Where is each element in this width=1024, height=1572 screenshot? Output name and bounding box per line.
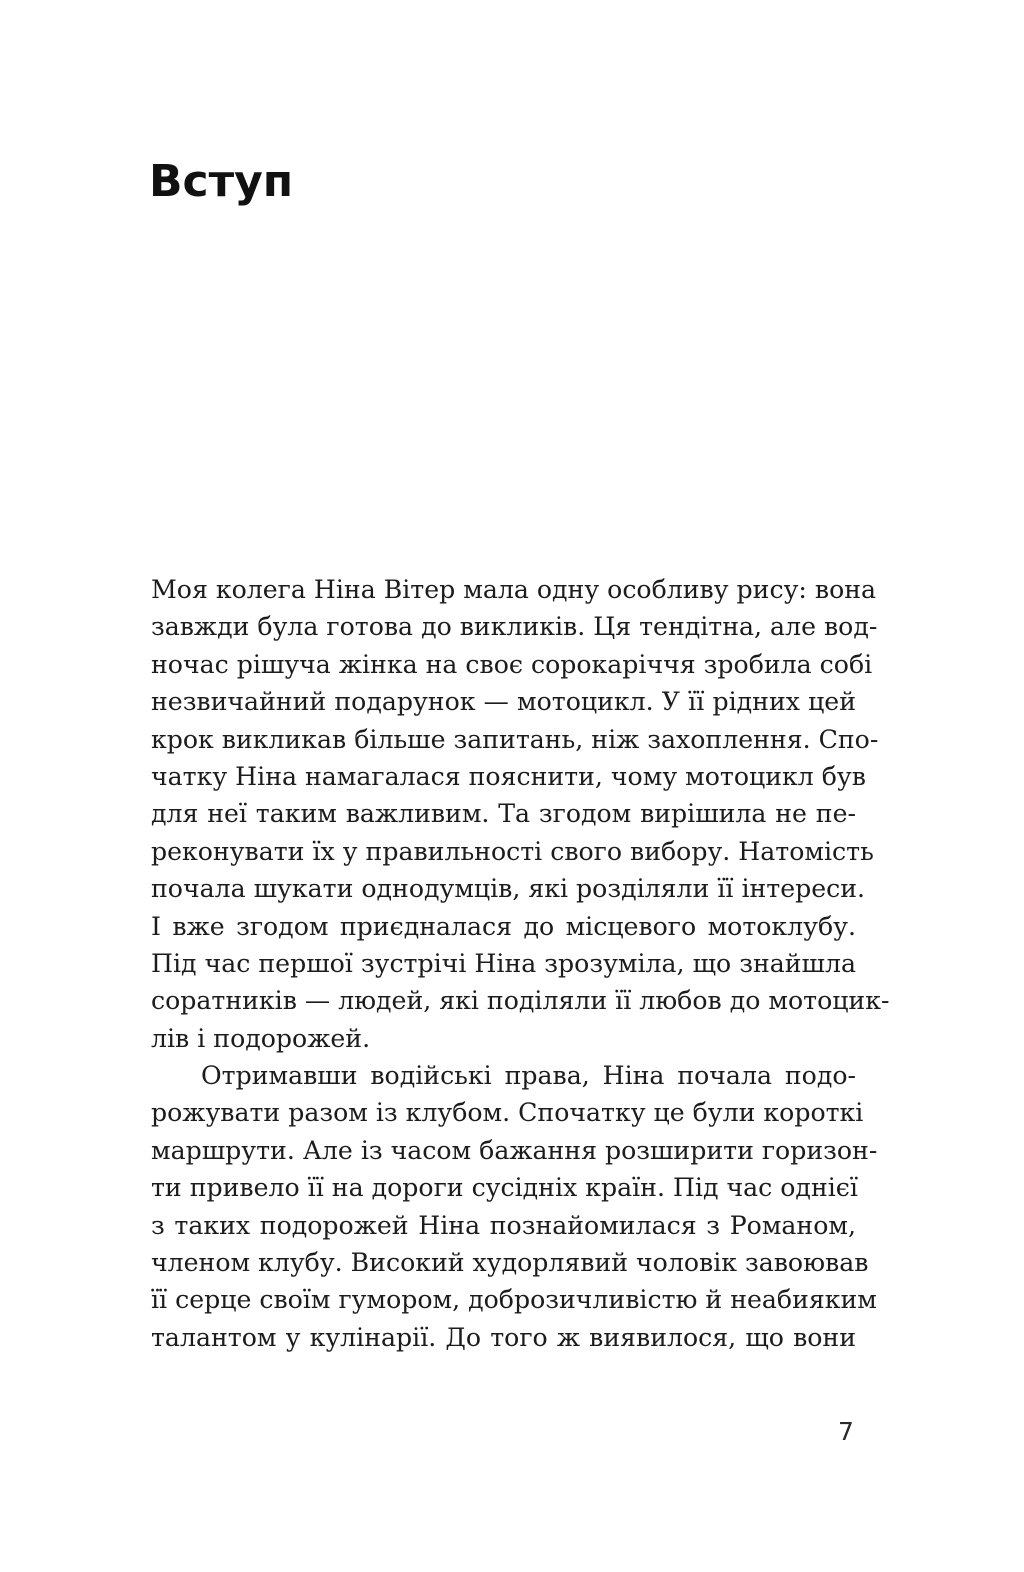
text-line: рожувати разом із клубом. Спочатку це були короткі (151, 1098, 864, 1128)
text-line: з таких подорожей Ніна познайомилася з Романом, (151, 1210, 856, 1240)
text-line: маршрути. Але із часом бажання розширити горизон- (151, 1135, 878, 1165)
text-line: лів і подорожей. (151, 1023, 371, 1053)
text-line: реконувати їх у правильності свого вибору. Натомість (151, 836, 874, 866)
paragraph (151, 571, 890, 1057)
paragraph (151, 1057, 878, 1356)
text-line: крок викликав більше запитань, ніж захоплення. Спо- (151, 724, 879, 754)
text-line: її серце своїм гумором, доброзичливістю й неабияким (151, 1285, 877, 1315)
text-line: членом клубу. Високий худорлявий чоловік завоював (151, 1248, 869, 1278)
text-line: для неї таким важливим. Та згодом вирішила не пе- (151, 799, 856, 829)
text-line: талантом у кулінарії. До того ж виявилося, що вони (151, 1322, 856, 1352)
text-line: незвичайний подарунок — мотоцикл. У її рідних цей (151, 687, 856, 717)
text-line: І вже згодом приєдналася до місцевого мотоклубу. (151, 911, 856, 941)
text-line: Отримавши водійські права, Ніна почала подо- (201, 1061, 856, 1091)
text-line: чатку Ніна намагалася пояснити, чому мотоцикл був (151, 761, 866, 791)
text-line: почала шукати однодумців, які розділяли її інтереси. (151, 874, 866, 904)
text-line: ночас рішуча жінка на своє сорокаріччя зробила собі (151, 649, 873, 679)
text-line: Моя колега Ніна Вітер мала одну особливу рису: вона (151, 575, 877, 604)
chapter-title: Вступ (149, 156, 294, 207)
page-number: 7 (838, 1417, 854, 1446)
text-line: ти привело її на дороги сусідніх країн. Під час однієї (151, 1173, 858, 1203)
text-line: соратників — людей, які поділяли її любов до мотоцик- (151, 986, 890, 1016)
body-text (151, 571, 890, 1356)
text-line: Під час першої зустрічі Ніна зрозуміла, що знайшла (151, 948, 856, 978)
text-line: завжди була готова до викликів. Ця тендітна, але вод- (151, 612, 878, 642)
